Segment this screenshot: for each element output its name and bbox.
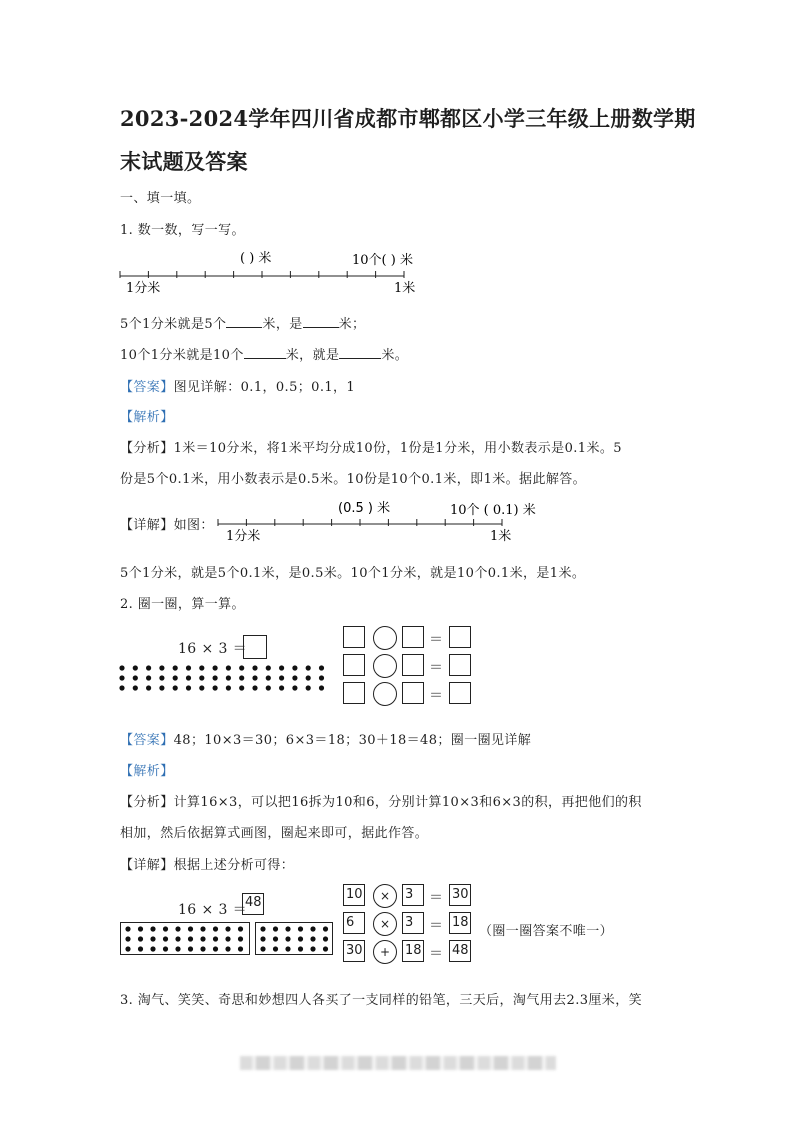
dot — [200, 946, 205, 951]
dot — [226, 665, 231, 670]
dot — [138, 926, 143, 931]
dot — [266, 685, 271, 690]
dot — [238, 926, 243, 931]
operator-circle: × — [373, 912, 397, 936]
dot — [266, 665, 271, 670]
solved-equation-grid — [343, 884, 475, 968]
number-box: 3 — [402, 884, 424, 906]
dot — [239, 675, 244, 680]
ruler2-label-1dm: 1分米 — [226, 529, 261, 544]
dot-group-10 — [120, 922, 250, 955]
ruler2-label-1m: 1米 — [490, 529, 512, 544]
blank-b1[interactable] — [244, 346, 286, 359]
dot — [173, 685, 178, 690]
detail-text-2: 根据上述分析可得： — [173, 858, 295, 873]
dot — [279, 665, 284, 670]
question-3: 3. 淘气、笑笑、奇思和妙想四人各买了一支同样的铅笔，三天后，淘气用去2.3厘米，笑 — [120, 993, 643, 1008]
dot — [239, 665, 244, 670]
dot — [150, 926, 155, 931]
dot — [298, 946, 303, 951]
dot — [213, 946, 218, 951]
dot — [199, 665, 204, 670]
answer-tag-2: 【答案】 — [120, 733, 174, 748]
page-title-line1: 2023-2024学年四川省成都市郫都区小学三年级上册数学期 — [120, 106, 696, 131]
equals-sign: ＝ — [429, 660, 443, 676]
expr-16x3: 16 × 3 ＝ — [178, 641, 248, 657]
dot — [119, 665, 124, 670]
dot — [163, 936, 168, 941]
dot — [273, 936, 278, 941]
dot — [292, 675, 297, 680]
dot — [175, 936, 180, 941]
dot — [310, 926, 315, 931]
number-box: 10 — [343, 884, 365, 906]
ruler-label-right: 10个( ) 米 — [352, 253, 413, 268]
fill-b-text3: 米。 — [381, 348, 409, 363]
ruler-label-1dm: 1分米 — [126, 281, 161, 296]
operator-circle: × — [373, 884, 397, 908]
ruler2-label-mid: (0.5 ) 米 — [338, 501, 391, 516]
dot — [186, 665, 191, 670]
dot — [252, 665, 257, 670]
dot — [226, 685, 231, 690]
equals-sign: ＝ — [429, 946, 443, 962]
dot — [125, 936, 130, 941]
number-box[interactable] — [343, 626, 365, 648]
dot — [119, 685, 124, 690]
detail-prefix: 如图： — [173, 518, 214, 533]
dot — [323, 936, 328, 941]
expr-16x3-answer: 16 × 3 ＝ — [178, 902, 248, 918]
dot — [238, 946, 243, 951]
dot — [163, 946, 168, 951]
analysis-label: 【分析】 — [120, 441, 174, 456]
dot — [150, 946, 155, 951]
operator-circle[interactable] — [373, 654, 397, 678]
dot — [252, 685, 257, 690]
dot — [225, 946, 230, 951]
number-box: 30 — [343, 940, 365, 962]
question-2: 2. 圈一圈，算一算。 — [120, 597, 245, 612]
analysis-tag-1: 【解析】 — [120, 410, 174, 425]
operator-circle[interactable] — [373, 626, 397, 650]
dot — [323, 926, 328, 931]
dot — [175, 926, 180, 931]
dot — [306, 665, 311, 670]
dot — [125, 926, 130, 931]
dot — [298, 936, 303, 941]
number-box: 3 — [402, 912, 424, 934]
equals-sign: ＝ — [429, 918, 443, 934]
dot — [188, 936, 193, 941]
blank-b2[interactable] — [339, 346, 381, 359]
analysis-2-line2: 相加，然后依据算式画图，圈起来即可，据此作答。 — [120, 826, 429, 841]
blurred-footer — [240, 1056, 556, 1070]
number-box[interactable] — [402, 654, 424, 676]
dot — [292, 665, 297, 670]
dot — [173, 675, 178, 680]
dot — [146, 685, 151, 690]
section-heading: 一、填一填。 — [120, 191, 201, 206]
detail-2 — [120, 854, 294, 873]
dot — [285, 946, 290, 951]
detail-label: 【详解】 — [120, 518, 174, 533]
fill-a-text3: 米； — [338, 317, 366, 332]
dot — [133, 685, 138, 690]
fill-b-text1: 10个1分米就是10个 — [120, 348, 244, 363]
blank-a1[interactable] — [226, 315, 262, 328]
blank-equation-grid — [343, 626, 475, 710]
dot — [273, 946, 278, 951]
analysis-2-line1 — [120, 791, 642, 810]
fill-a-text1: 5个1分米就是5个 — [120, 317, 227, 332]
dot — [188, 926, 193, 931]
dot — [319, 665, 324, 670]
answer-2 — [120, 729, 531, 748]
dot — [200, 926, 205, 931]
dot — [323, 946, 328, 951]
number-box: 48 — [449, 940, 471, 962]
dot — [279, 685, 284, 690]
answer-tag: 【答案】 — [120, 380, 174, 395]
fill-a-text2: 米，是 — [262, 317, 303, 332]
dot — [213, 665, 218, 670]
dot — [138, 936, 143, 941]
ruler-diagram-answer — [210, 496, 550, 546]
ruler-label-1m: 1米 — [394, 281, 416, 296]
dot — [163, 926, 168, 931]
dot — [213, 675, 218, 680]
detail-label-2: 【详解】 — [120, 858, 174, 873]
dot — [150, 936, 155, 941]
dot — [260, 936, 265, 941]
dot — [238, 936, 243, 941]
dot — [146, 675, 151, 680]
ruler-label-mid: ( ) 米 — [240, 251, 272, 266]
dot — [285, 926, 290, 931]
dot — [292, 685, 297, 690]
dot — [186, 675, 191, 680]
dot — [298, 926, 303, 931]
dot — [159, 685, 164, 690]
dot — [213, 936, 218, 941]
page-title-line2: 末试题及答案 — [120, 149, 248, 174]
dot — [146, 665, 151, 670]
blank-a2[interactable] — [303, 315, 339, 328]
dot — [225, 936, 230, 941]
ruler2-ticks — [218, 519, 502, 526]
dot — [279, 675, 284, 680]
dot — [260, 926, 265, 931]
fill-line-a — [120, 313, 365, 332]
dot — [260, 946, 265, 951]
ruler2-label-right: 10个 ( 0.1) 米 — [450, 503, 536, 518]
ruler-diagram-question — [112, 246, 452, 298]
analysis-text: 1米＝10分米，将1米平均分成10份，1份是1分米，用小数表示是0.1米。5 — [173, 441, 622, 456]
dot — [226, 675, 231, 680]
dot — [133, 665, 138, 670]
equals-sign: ＝ — [429, 890, 443, 906]
analysis-label-2: 【分析】 — [120, 795, 174, 810]
question-1: 1. 数一数，写一写。 — [120, 223, 245, 238]
dot — [200, 936, 205, 941]
number-box[interactable] — [449, 682, 471, 704]
operator-circle: + — [373, 940, 397, 964]
answer-text-2: 48；10×3＝30；6×3＝18；30＋18＝48；圈一圈见详解 — [173, 733, 532, 748]
equals-sign: ＝ — [429, 688, 443, 704]
dot — [239, 685, 244, 690]
operator-circle[interactable] — [373, 682, 397, 706]
number-box[interactable] — [402, 626, 424, 648]
analysis-text-2: 计算16×3，可以把16拆为10和6，分别计算10×3和6×3的积，再把他们的积 — [173, 795, 642, 810]
ruler-ticks — [120, 271, 404, 278]
dot — [273, 926, 278, 931]
dot — [285, 936, 290, 941]
dot — [133, 675, 138, 680]
analysis-tag-2: 【解析】 — [120, 764, 174, 779]
answer-text: 图见详解：0.1，0.5；0.1，1 — [173, 380, 356, 395]
dot-group-6 — [255, 922, 333, 955]
dot — [199, 685, 204, 690]
analysis-1-line2: 份是5个0.1米，用小数表示是0.5米。10份是10个0.1米，即1米。据此解答。 — [120, 472, 587, 487]
dot — [173, 665, 178, 670]
dot — [119, 675, 124, 680]
number-box[interactable] — [343, 654, 365, 676]
number-box[interactable] — [449, 654, 471, 676]
dot — [159, 675, 164, 680]
dot-grid — [116, 664, 336, 694]
dot — [186, 685, 191, 690]
dot — [319, 685, 324, 690]
number-box[interactable] — [402, 682, 424, 704]
dot — [306, 675, 311, 680]
number-box: 30 — [449, 884, 471, 906]
answer-box-empty[interactable] — [243, 635, 267, 659]
dot — [266, 675, 271, 680]
answer-box-filled: 48 — [242, 893, 264, 915]
equals-sign: ＝ — [429, 632, 443, 648]
dot — [175, 946, 180, 951]
dot — [213, 685, 218, 690]
dot — [138, 946, 143, 951]
number-box[interactable] — [449, 626, 471, 648]
dot — [252, 675, 257, 680]
dot — [159, 665, 164, 670]
number-box: 18 — [449, 912, 471, 934]
fill-b-text2: 米，就是 — [285, 348, 340, 363]
number-box[interactable] — [343, 682, 365, 704]
note-not-unique: （圈一圈答案不唯一） — [479, 924, 614, 939]
dot — [310, 936, 315, 941]
dot — [188, 946, 193, 951]
answer-1 — [120, 376, 355, 395]
dot — [125, 946, 130, 951]
dot — [199, 675, 204, 680]
conclusion-1: 5个1分米，就是5个0.1米，是0.5米。10个1分米，就是10个0.1米，是1米。 — [120, 566, 586, 581]
analysis-1-line1 — [120, 437, 622, 456]
dot — [306, 685, 311, 690]
number-box: 18 — [402, 940, 424, 962]
dot — [225, 926, 230, 931]
fill-line-b — [120, 344, 408, 363]
dot — [310, 946, 315, 951]
dot — [319, 675, 324, 680]
detail-1 — [120, 514, 214, 533]
number-box: 6 — [343, 912, 365, 934]
dot — [213, 926, 218, 931]
